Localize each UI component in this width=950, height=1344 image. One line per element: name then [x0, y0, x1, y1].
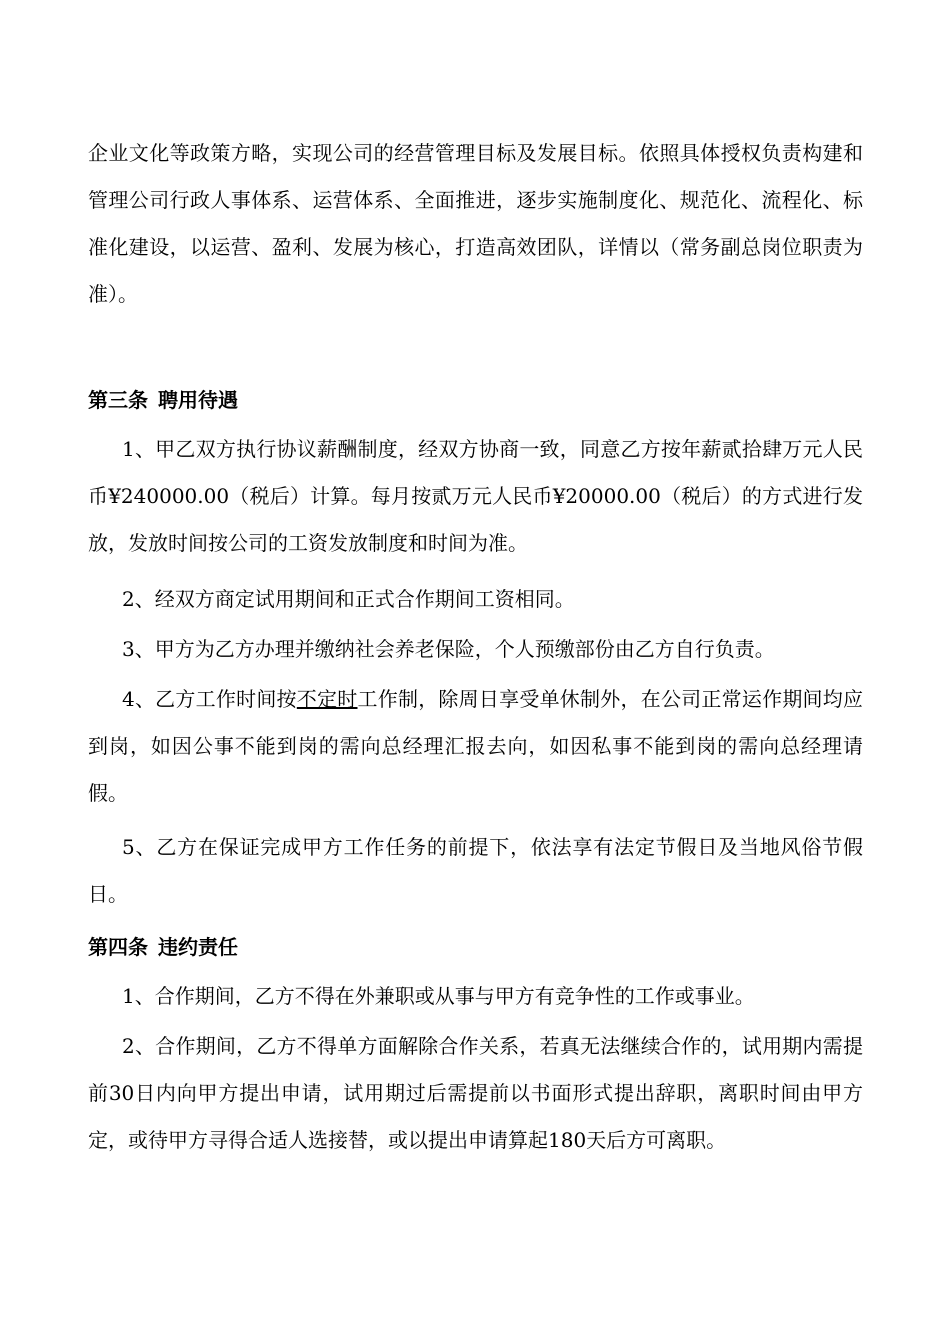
article-3-item-5: 5、乙方在保证完成甲方工作任务的前提下，依法享有法定节假日及当地风俗节假日。: [88, 835, 863, 906]
article-4-title: 违约责任: [158, 935, 238, 959]
article-4-item-1: 1、合作期间，乙方不得在外兼职或从事与甲方有竞争性的工作或事业。: [122, 984, 755, 1008]
article-3-item-1: 1、甲乙双方执行协议薪酬制度，经双方协商一致，同意乙方按年薪贰拾肆万元人民币¥240000.00（税后）计算。每月按贰万元人民币¥20000.00（税后）的方式进行发放，发放时间按公司的工资发放制度和时间为准。: [88, 437, 863, 555]
article-4-number: 第四条: [88, 935, 148, 959]
article-4-item-2: 2、合作期间，乙方不得单方面解除合作关系，若真无法继续合作的，试用期内需提前30日内向甲方提出申请，试用期过后需提前以书面形式提出辞职，离职时间由甲方定，或待甲方寻得合适人选接替，或以提出申请算起180天后方可离职。: [88, 1034, 863, 1152]
article-4-heading: [88, 932, 238, 962]
article-3-title: 聘用待遇: [158, 388, 238, 412]
article-3-item-4-underlined: 不定时: [296, 687, 358, 711]
article-3-item-4: [88, 676, 863, 817]
article-3-item-3: 3、甲方为乙方办理并缴纳社会养老保险，个人预缴部份由乙方自行负责。: [122, 637, 775, 661]
article-3-number: 第三条: [88, 388, 148, 412]
intro-paragraph: 企业文化等政策方略，实现公司的经营管理目标及发展目标。依照具体授权负责构建和管理公司行政人事体系、运营体系、全面推进，逐步实施制度化、规范化、流程化、标准化建设，以运营、盈利、发展为核心，打造高效团队，详情以（常务副总岗位职责为准）。: [88, 141, 863, 306]
article-3-item-4-after: 工作制，除周日享受单休制外，在公司正常运作期间均应到岗，如因公事不能到岗的需向总经理汇报去向，如因私事不能到岗的需向总经理请假。: [88, 687, 864, 805]
article-3-item-2: 2、经双方商定试用期间和正式合作期间工资相同。: [122, 587, 575, 611]
article-3-item-4-before: 4、乙方工作时间按: [122, 687, 297, 711]
article-3-heading: [88, 385, 238, 415]
